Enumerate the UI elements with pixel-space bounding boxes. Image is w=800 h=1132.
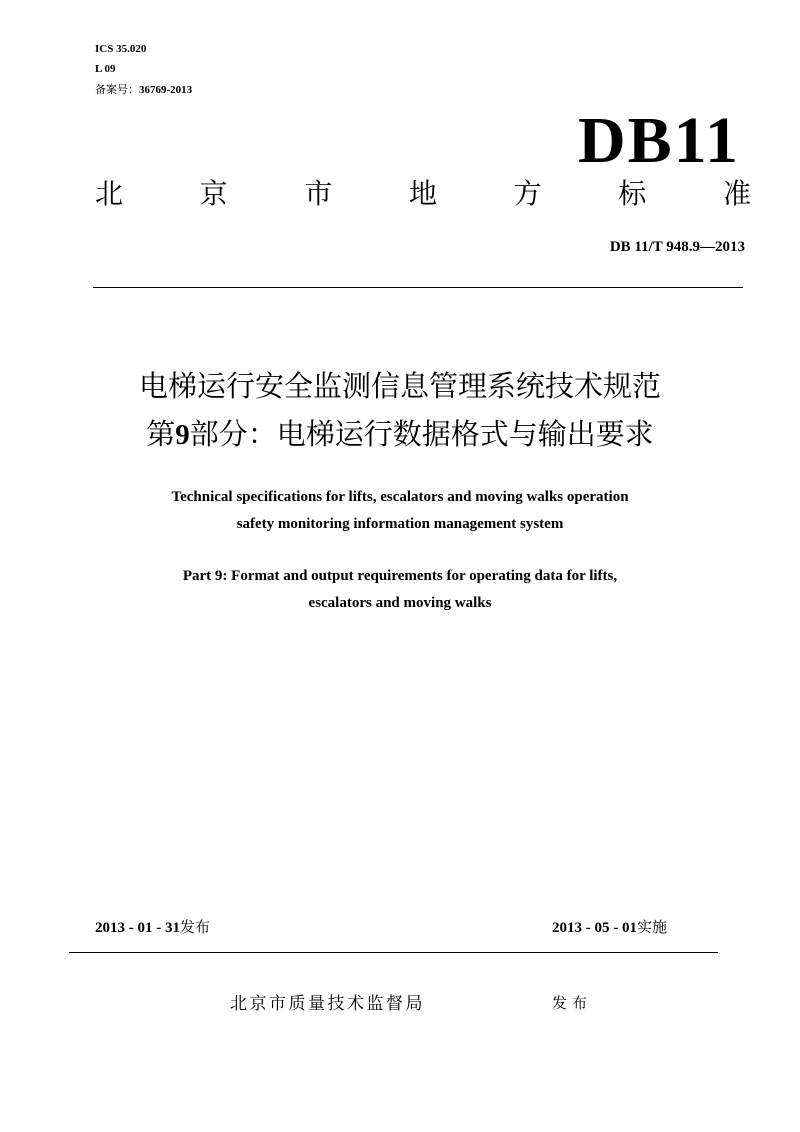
title-cn-part-number: 9 xyxy=(175,419,190,451)
ics-code: ICS 35.020 xyxy=(95,43,147,55)
title-en-part-line2: escalators and moving walks xyxy=(308,595,492,611)
standard-code: DB 11/T 948.9—2013 xyxy=(609,239,745,255)
publish-label: 发布 xyxy=(552,994,593,1012)
record-number-line xyxy=(95,84,192,96)
publisher: 北京市质量技术监督局 xyxy=(230,994,425,1014)
title-cn-line2 xyxy=(0,417,800,451)
ccs-code: L 09 xyxy=(95,63,116,75)
local-standard-char: 准 xyxy=(722,177,751,210)
local-standard-char: 京 xyxy=(199,177,228,210)
local-standard-char: 北 xyxy=(95,177,124,210)
local-standard-char: 方 xyxy=(513,177,542,210)
record-number: 36769-2013 xyxy=(139,84,193,96)
footer-divider xyxy=(69,952,718,953)
local-standard-char: 市 xyxy=(304,177,333,210)
title-en-line2: safety monitoring information management system xyxy=(236,516,564,532)
record-label: 备案号： xyxy=(95,83,139,96)
issue-date-line xyxy=(95,920,210,936)
local-standard-char: 地 xyxy=(408,177,437,210)
standard-mark: DB11 xyxy=(577,104,740,177)
title-en-part-line1: Part 9: Format and output requirements for operating data for lifts, xyxy=(182,568,618,584)
local-standard-heading xyxy=(95,177,751,210)
title-cn-part-prefix: 第 xyxy=(146,417,176,451)
title-cn-part-suffix: 部分：电梯运行数据格式与输出要求 xyxy=(189,417,654,451)
implement-date-line xyxy=(552,920,667,936)
header-divider xyxy=(93,287,743,288)
local-standard-char: 标 xyxy=(618,177,647,210)
issue-date: 2013 - 01 - 31 xyxy=(95,920,180,936)
title-en-line1: Technical specifications for lifts, escalators and moving walks operation xyxy=(171,489,629,505)
implement-label: 实施 xyxy=(637,918,668,936)
issue-label: 发布 xyxy=(180,918,211,936)
implement-date: 2013 - 05 - 01 xyxy=(552,920,637,936)
title-cn-line1: 电梯运行安全监测信息管理系统技术规范 xyxy=(138,369,661,403)
